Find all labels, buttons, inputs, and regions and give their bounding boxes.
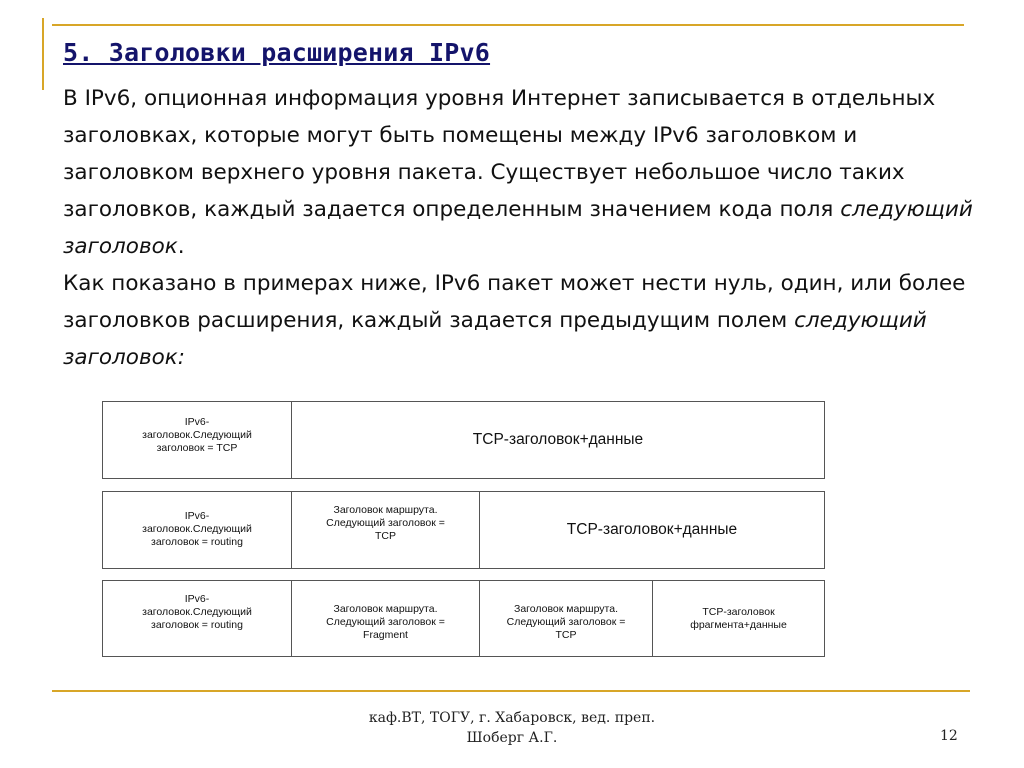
cell-line: TCP-заголовок+данные xyxy=(472,431,644,448)
left-accent-line xyxy=(42,18,44,90)
tcp-data-cell xyxy=(292,402,824,478)
cell-line: заголовок.Следующий xyxy=(142,606,252,618)
cell-line: Заголовок маршрута. xyxy=(333,504,438,516)
cell-line: заголовок = routing xyxy=(151,536,243,548)
paragraph-1-end: . xyxy=(177,234,185,259)
cell-line: Следующий заголовок = xyxy=(506,616,626,628)
paragraph-2 xyxy=(63,265,973,376)
cell-line: Fragment xyxy=(363,629,408,641)
paragraph-2-text: Как показано в примерах ниже, IPv6 пакет может нести нуль, один, или более заголовков расширения, каждый задается предыдущим полем xyxy=(63,271,966,333)
cell-line: TCP xyxy=(375,530,396,542)
slide-body xyxy=(63,80,973,376)
paragraph-2-emphasis: следующий заголовок: xyxy=(63,308,927,370)
paragraph-1-emphasis: следующий заголовок xyxy=(63,197,973,259)
ipv6-header-cell xyxy=(103,492,292,568)
ipv6-header-cell xyxy=(103,581,292,656)
cell-line: заголовок = TCP xyxy=(156,442,238,454)
slide-footer xyxy=(362,708,662,748)
cell-line: заголовок.Следующий xyxy=(142,429,252,441)
cell-line: TCP xyxy=(555,629,577,641)
routing-header-cell-2 xyxy=(480,581,653,656)
page-number: 12 xyxy=(940,728,958,744)
cell-line: Заголовок маршрута. xyxy=(513,603,619,615)
routing-header-cell xyxy=(292,581,480,656)
packet-diagram-2 xyxy=(102,491,825,569)
cell-line: IPv6- xyxy=(184,510,210,522)
bottom-divider-line xyxy=(52,690,970,692)
footer-line-1: каф.ВТ, ТОГУ, г. Хабаровск, вед. преп. xyxy=(368,710,656,726)
cell-line: Следующий заголовок = xyxy=(326,616,445,628)
cell-line: IPv6- xyxy=(184,593,210,605)
tcp-data-cell xyxy=(480,492,824,568)
cell-line: заголовок = routing xyxy=(151,619,243,631)
cell-line: IPv6- xyxy=(184,416,210,428)
paragraph-1-text: В IPv6, опционная информация уровня Интернет записывается в отдельных заголовках, которые могут быть помещены между IPv6 заголовком и заголовком верхнего уровня пакета. Существует небольшое число таких заголовков, каждый задается определенным значением кода поля xyxy=(63,86,936,222)
top-divider-line xyxy=(52,24,964,26)
ipv6-header-cell xyxy=(103,402,292,478)
footer-line-2: Шоберг А.Г. xyxy=(466,730,558,746)
routing-header-cell xyxy=(292,492,480,568)
packet-diagram-3 xyxy=(102,580,825,657)
cell-line: TCP-заголовок+данные xyxy=(566,521,738,538)
tcp-fragment-data-cell xyxy=(653,581,824,656)
slide-title: 5. Заголовки расширения IPv6 xyxy=(63,38,491,67)
paragraph-1 xyxy=(63,80,973,265)
cell-line: Заголовок маршрута. xyxy=(333,603,438,615)
cell-line: TCP-заголовок xyxy=(702,605,775,618)
packet-diagram-1 xyxy=(102,401,825,479)
cell-line: Следующий заголовок = xyxy=(326,517,445,529)
cell-line: заголовок.Следующий xyxy=(142,523,252,535)
cell-line: фрагмента+данные xyxy=(690,618,787,631)
